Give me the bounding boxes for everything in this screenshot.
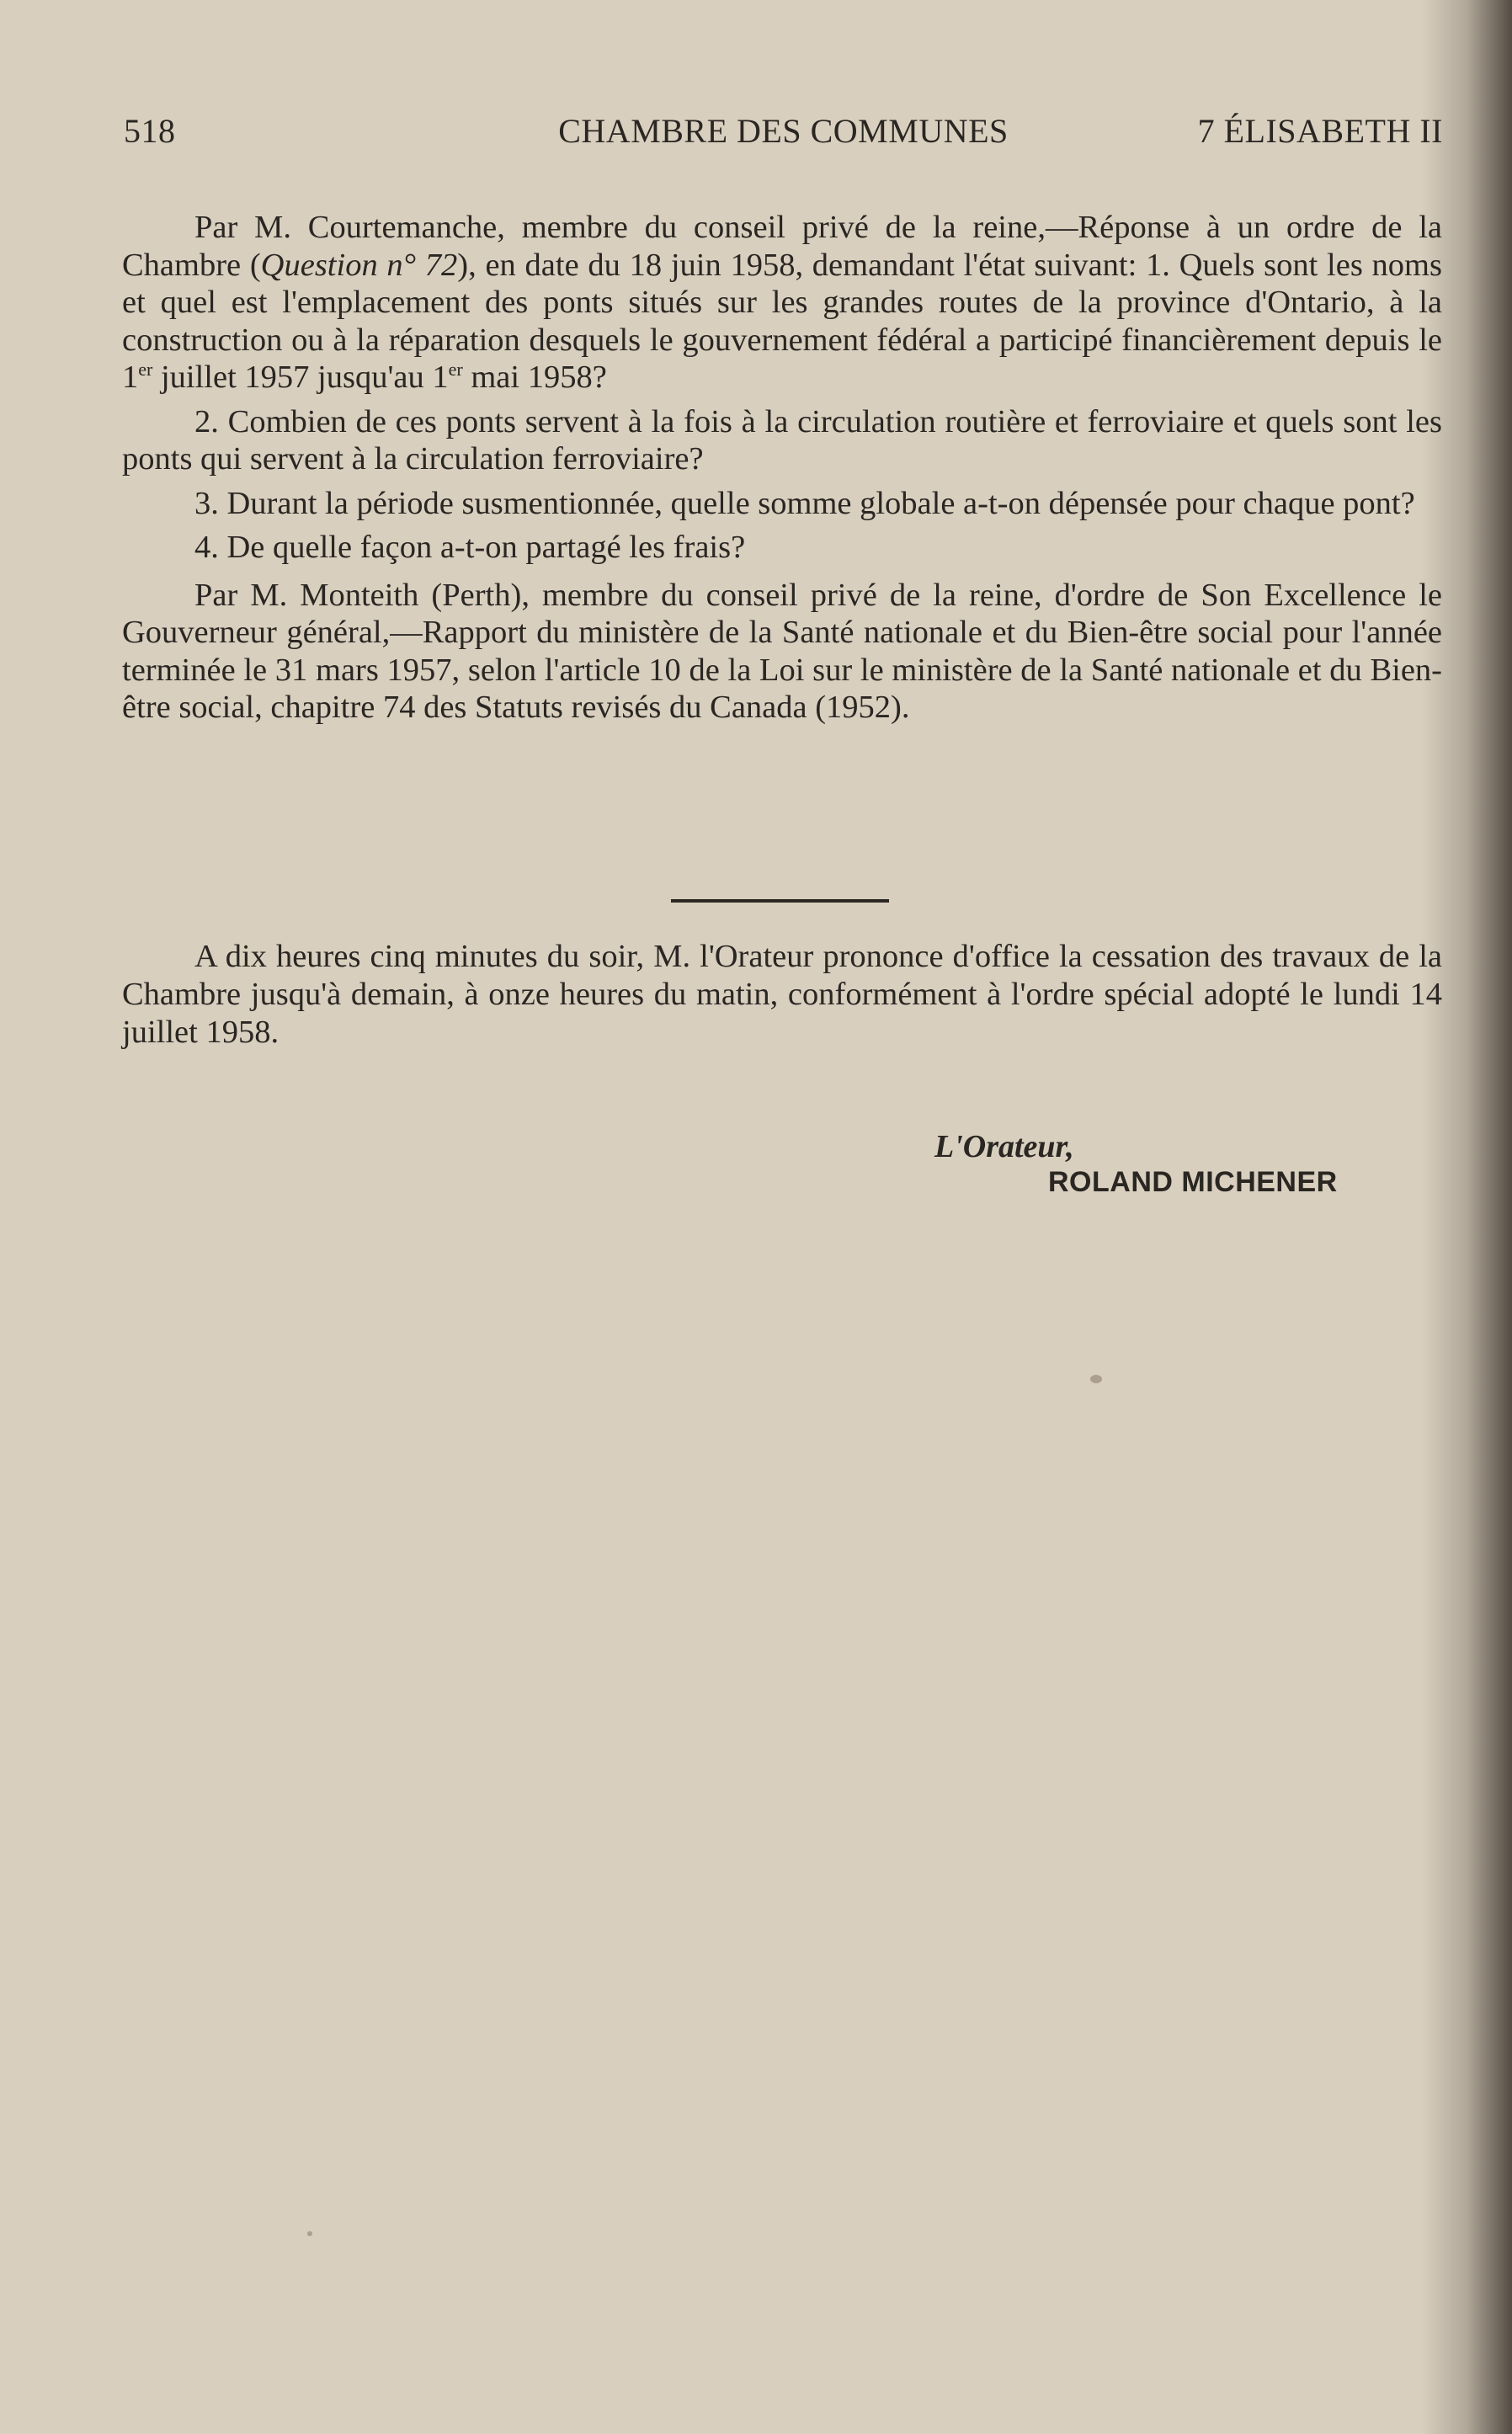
paragraph-text: ), en date du 18 juin 1958, demandant l'état suivant: 1. Quels sont les noms et quel est l'emplacement des ponts situés sur les grandes routes de la province d'Ontario, à la construction ou à la réparation desquels le gouvernement fédéral a participé financièrement depuis le 1	[122, 247, 1442, 395]
adjournment-paragraph: A dix heures cinq minutes du soir, M. l'Orateur prononce d'office la cessation des travaux de la Chambre jusqu'à demain, à onze heures du matin, conformément à l'ordre spécial adopté le lundi 14 juillet 1958.	[122, 939, 1442, 1050]
superscript: er	[448, 359, 463, 381]
superscript: er	[138, 359, 153, 381]
adjournment-section	[122, 938, 1442, 1052]
question-item-3: 3. Durant la période susmentionnée, quelle somme globale a-t-on dépensée pour chaque pont?	[194, 485, 1415, 521]
paper-speck	[1090, 1375, 1102, 1383]
paragraph-monteith: Par M. Monteith (Perth), membre du conseil privé de la reine, d'ordre de Son Excellence le Gouverneur général,—Rapport du ministère de la Santé nationale et du Bien-être social pour l'année terminée le 31 mars 1957, selon l'article 10 de la Loi sur le ministère de la Santé nationale et du Bien-être social, chapitre 74 des Statuts revisés du Canada (1952).	[122, 577, 1442, 725]
section-divider	[671, 899, 889, 903]
signature-name: ROLAND MICHENER	[1048, 1166, 1338, 1198]
paragraph-text: mai 1958?	[462, 360, 607, 395]
question-reference: Question n° 72	[260, 247, 458, 283]
paragraph-courtemanche	[122, 209, 1442, 397]
paper-speck	[307, 2231, 312, 2236]
paragraph-text: Par M. Courtemanche, membre du conseil privé de la reine,—Réponse à un ordre de la Chambre (	[122, 210, 1442, 283]
question-item-2: 2. Combien de ces ponts servent à la fois à la circulation routière et ferroviaire et quels sont les ponts qui servent à la circulation ferroviaire?	[122, 403, 1442, 477]
question-item-4: 4. De quelle façon a-t-on partagé les frais?	[194, 530, 746, 565]
page-number: 518	[124, 112, 176, 150]
paragraph-text: juillet 1957 jusqu'au 1	[152, 360, 449, 395]
page-header	[124, 111, 1443, 153]
running-title: CHAMBRE DES COMMUNES	[558, 112, 1009, 150]
body-text	[122, 209, 1442, 733]
signature-role: L'Orateur,	[934, 1129, 1074, 1164]
regnal-year: 7 ÉLISABETH II	[1197, 112, 1443, 150]
